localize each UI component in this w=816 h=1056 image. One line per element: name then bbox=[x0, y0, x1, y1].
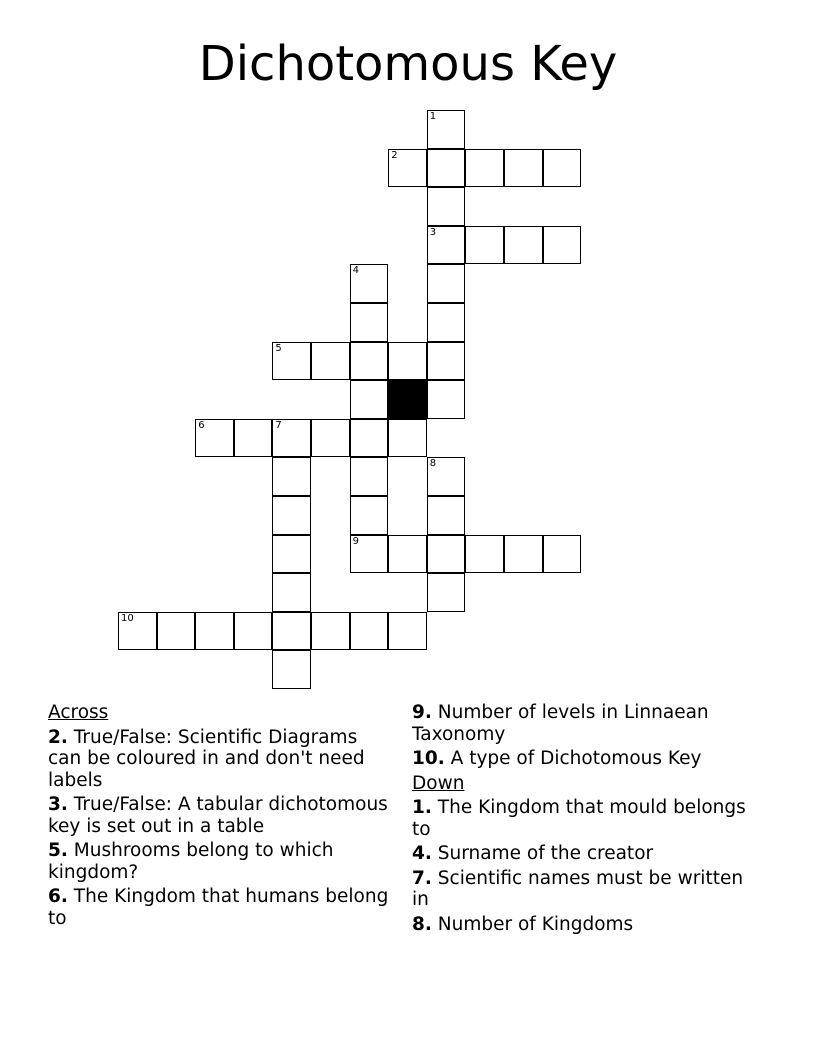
clue-number-label: 7 bbox=[275, 419, 282, 431]
clue-across-10 bbox=[412, 748, 757, 770]
crossword-cell[interactable] bbox=[234, 612, 273, 651]
clue-number: 10. bbox=[412, 748, 445, 769]
crossword-cell[interactable] bbox=[543, 535, 582, 574]
clue-down-4 bbox=[412, 843, 757, 865]
clue-number: 7. bbox=[412, 867, 432, 889]
clue-text: Number of Kingdoms bbox=[437, 913, 634, 935]
clue-number-label: 10 bbox=[121, 612, 134, 624]
clue-text: True/False: Scientific Diagrams can be coloured in and don't need labels bbox=[48, 726, 365, 791]
crossword-cell[interactable] bbox=[504, 226, 543, 265]
clue-down-7 bbox=[412, 868, 757, 911]
crossword-cell[interactable] bbox=[504, 149, 543, 188]
down-heading: Down bbox=[412, 772, 465, 794]
clue-number: 3. bbox=[48, 794, 68, 815]
crossword-cell[interactable] bbox=[388, 535, 427, 574]
across-heading: Across bbox=[48, 702, 109, 723]
clues-left-column bbox=[48, 702, 393, 932]
crossword-cell[interactable] bbox=[311, 612, 350, 651]
clue-number-label: 2 bbox=[391, 149, 398, 161]
crossword-cell[interactable] bbox=[350, 457, 389, 496]
crossword-cell[interactable] bbox=[465, 226, 504, 265]
crossword-cell[interactable] bbox=[272, 496, 311, 535]
clue-text: Number of levels in Linnaean Taxonomy bbox=[412, 702, 709, 745]
crossword-cell[interactable] bbox=[350, 419, 389, 458]
crossword-cell[interactable] bbox=[350, 535, 389, 574]
crossword-cell[interactable] bbox=[427, 342, 466, 381]
clue-down-8 bbox=[412, 914, 757, 936]
clue-text: Mushrooms belong to which kingdom? bbox=[48, 840, 334, 883]
crossword-cell[interactable] bbox=[543, 226, 582, 265]
clue-number: 6. bbox=[48, 886, 68, 907]
clue-text: Surname of the creator bbox=[437, 843, 654, 864]
clue-text: True/False: A tabular dichotomous key is set out in a table bbox=[48, 794, 388, 837]
clues-right-column bbox=[412, 702, 757, 938]
crossword-cell[interactable] bbox=[272, 535, 311, 574]
crossword-cell[interactable] bbox=[350, 380, 389, 419]
clue-number: 9. bbox=[412, 702, 432, 723]
crossword-cell[interactable] bbox=[465, 149, 504, 188]
crossword-cell[interactable] bbox=[272, 650, 311, 689]
clue-across-3 bbox=[48, 794, 393, 837]
crossword-cell[interactable] bbox=[427, 457, 466, 496]
crossword-cell[interactable] bbox=[427, 187, 466, 226]
crossword-cell[interactable] bbox=[388, 419, 427, 458]
crossword-cell[interactable] bbox=[157, 612, 196, 651]
crossword-cell[interactable] bbox=[427, 303, 466, 342]
crossword-cell[interactable] bbox=[427, 496, 466, 535]
clue-number-label: 3 bbox=[429, 226, 437, 238]
crossword-cell[interactable] bbox=[118, 612, 157, 651]
crossword-cell[interactable] bbox=[427, 573, 466, 612]
crossword-cell[interactable] bbox=[388, 612, 427, 651]
crossword-cell[interactable] bbox=[272, 573, 311, 612]
clue-across-2 bbox=[48, 727, 393, 792]
crossword-cell[interactable] bbox=[272, 342, 311, 381]
crossword-cell[interactable] bbox=[350, 496, 389, 535]
crossword-cell[interactable] bbox=[350, 264, 389, 303]
crossword-cell[interactable] bbox=[311, 342, 350, 381]
crossword-cell[interactable] bbox=[427, 380, 466, 419]
clue-across-5 bbox=[48, 840, 393, 883]
clue-across-9 bbox=[412, 702, 757, 745]
crossword-cell[interactable] bbox=[195, 612, 234, 651]
crossword-cell[interactable] bbox=[465, 535, 504, 574]
clue-number: 8. bbox=[412, 913, 432, 935]
clue-across-6 bbox=[48, 886, 393, 929]
clue-number-label: 6 bbox=[198, 419, 205, 431]
clue-number-label: 8 bbox=[429, 458, 437, 470]
clue-text: The Kingdom that humans belong to bbox=[48, 886, 389, 929]
black-cell bbox=[388, 380, 427, 419]
clue-down-1 bbox=[412, 797, 757, 840]
clue-number-label: 5 bbox=[275, 342, 282, 354]
crossword-cell[interactable] bbox=[388, 149, 427, 188]
crossword-cell[interactable] bbox=[543, 149, 582, 188]
clue-text: Scientific names must be written in bbox=[412, 867, 744, 910]
crossword-cell[interactable] bbox=[427, 535, 466, 574]
clue-number: 4. bbox=[412, 843, 432, 864]
clue-number: 2. bbox=[48, 726, 68, 748]
crossword-cell[interactable] bbox=[427, 110, 466, 149]
page-title: Dichotomous Key bbox=[198, 36, 618, 92]
clue-number: 1. bbox=[412, 797, 432, 818]
clue-text: A type of Dichotomous Key bbox=[450, 748, 702, 769]
crossword-cell[interactable] bbox=[311, 419, 350, 458]
crossword-cell[interactable] bbox=[272, 612, 311, 651]
crossword-cell[interactable] bbox=[427, 226, 466, 265]
crossword-cell[interactable] bbox=[427, 264, 466, 303]
crossword-cell[interactable] bbox=[234, 419, 273, 458]
clue-number-label: 9 bbox=[352, 535, 359, 547]
crossword-cell[interactable] bbox=[350, 342, 389, 381]
crossword-cell[interactable] bbox=[350, 303, 389, 342]
crossword-cell[interactable] bbox=[272, 419, 311, 458]
clue-text: The Kingdom that mould belongs to bbox=[412, 797, 746, 840]
crossword-cell[interactable] bbox=[388, 342, 427, 381]
crossword-cell[interactable] bbox=[504, 535, 543, 574]
clue-number-label: 1 bbox=[429, 111, 437, 122]
clue-number: 5. bbox=[48, 840, 68, 861]
clue-number-label: 4 bbox=[352, 265, 359, 277]
crossword-cell[interactable] bbox=[427, 149, 466, 188]
crossword-cell[interactable] bbox=[195, 419, 234, 458]
crossword-cell[interactable] bbox=[272, 457, 311, 496]
crossword-cell[interactable] bbox=[350, 612, 389, 651]
